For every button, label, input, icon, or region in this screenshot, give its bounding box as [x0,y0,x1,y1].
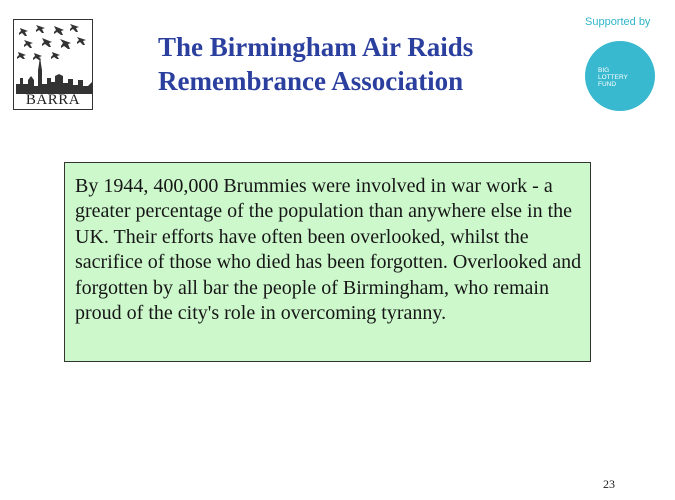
big-lottery-fund-logo [585,41,655,111]
quote-box [64,162,591,362]
quote-text: By 1944, 400,000 Brummies were involved in war work - a greater percentage of the population than anywhere else in the UK. Their efforts have often been overlooked, whilst the sacrifice of those who died has been forgotten. Overlooked and forgotten by all bar the people of Birmingham, who remain proud of the city's role in overcoming tyranny. [75,175,582,325]
logo-text: BARRA [25,92,81,108]
supported-by-label: Supported by [585,16,651,28]
page-number: 23 [603,477,615,491]
page-title [158,30,538,98]
title-line-1: The Birmingham Air Raids [158,32,474,62]
lottery-logo-text: BIG LOTTERY FUND [598,67,628,88]
title-line-2: Remembrance Association [158,66,464,96]
barra-logo [13,19,93,110]
